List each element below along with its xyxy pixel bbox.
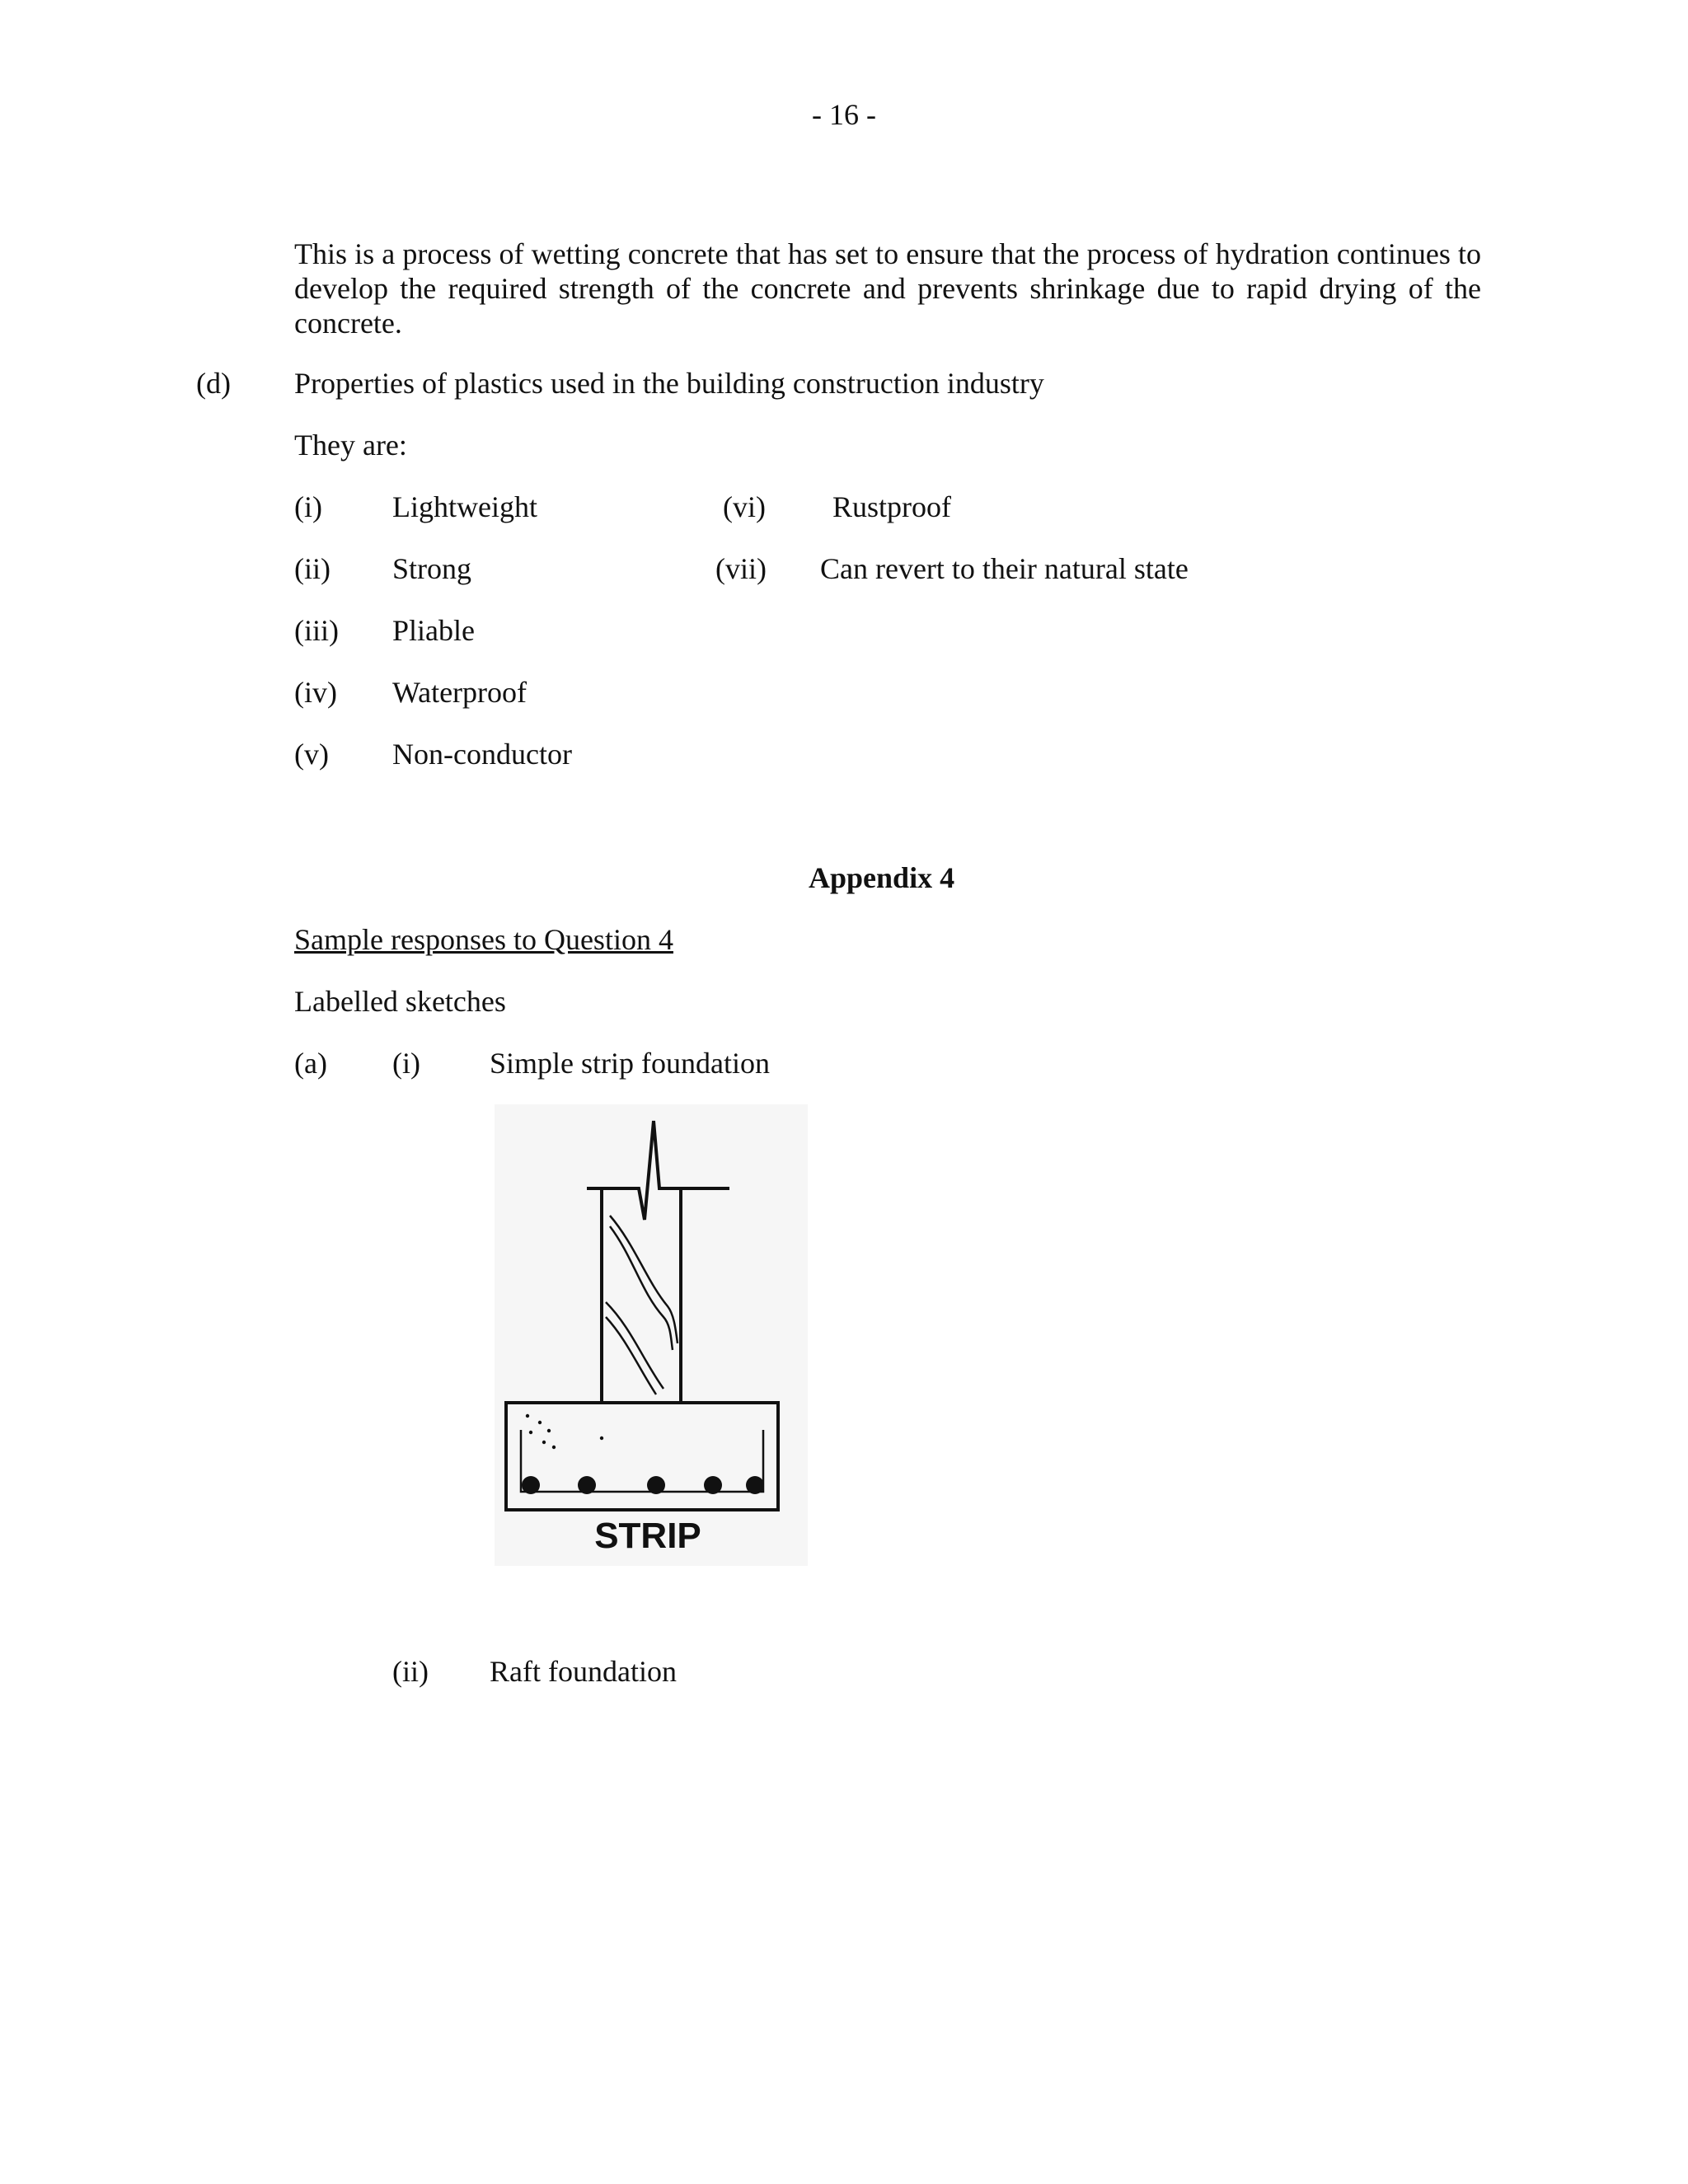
sketches-label: Labelled sketches [294, 985, 506, 1018]
section-d-lead: They are: [294, 429, 407, 462]
page-number: - 16 - [812, 98, 876, 131]
rebar-dot [704, 1476, 722, 1494]
section-d-heading: Properties of plastics used in the building construction industry [294, 367, 1044, 400]
property-num: (i) [294, 490, 322, 523]
property-text: Lightweight [392, 490, 537, 523]
aggregate-speck [529, 1431, 532, 1434]
part-a-item-num: (i) [392, 1047, 420, 1080]
rebar-dot [522, 1476, 540, 1494]
part-a-marker: (a) [294, 1047, 327, 1080]
rebar-dot [647, 1476, 665, 1494]
sketch-background [495, 1104, 808, 1566]
property-num: (vii) [715, 552, 767, 585]
property-text: Can revert to their natural state [820, 552, 1189, 585]
aggregate-speck [547, 1429, 551, 1432]
rebar-dot [746, 1476, 764, 1494]
aggregate-speck [526, 1414, 529, 1418]
property-num: (iv) [294, 676, 337, 709]
property-text: Rustproof [832, 490, 951, 523]
appendix-subtitle: Sample responses to Question 4 [294, 923, 673, 956]
property-num: (iii) [294, 614, 339, 647]
property-text: Strong [392, 552, 472, 585]
aggregate-speck [538, 1421, 542, 1424]
appendix-title: Appendix 4 [809, 861, 955, 894]
part-a-item-text: Raft foundation [490, 1655, 677, 1688]
rebar-dot [578, 1476, 596, 1494]
part-a-item-text: Simple strip foundation [490, 1047, 770, 1080]
aggregate-speck [600, 1436, 603, 1440]
strip-sketch-label: STRIP [594, 1516, 701, 1556]
property-num: (ii) [294, 552, 331, 585]
section-d-marker: (d) [196, 367, 231, 400]
property-text: Waterproof [392, 676, 528, 709]
property-num: (vi) [723, 490, 766, 523]
property-text: Non-conductor [392, 738, 572, 771]
part-a-item-num: (ii) [392, 1655, 429, 1688]
aggregate-speck [552, 1446, 556, 1449]
property-num: (v) [294, 738, 329, 771]
property-text: Pliable [392, 614, 475, 647]
aggregate-speck [542, 1441, 546, 1444]
intro-paragraph: This is a process of wetting concrete that has set to ensure that the process of hydration continues to develop the required strength of the concrete and prevents shrinkage due to rapid drying of the concrete. [294, 237, 1481, 340]
strip-foundation-sketch [495, 1104, 808, 1566]
